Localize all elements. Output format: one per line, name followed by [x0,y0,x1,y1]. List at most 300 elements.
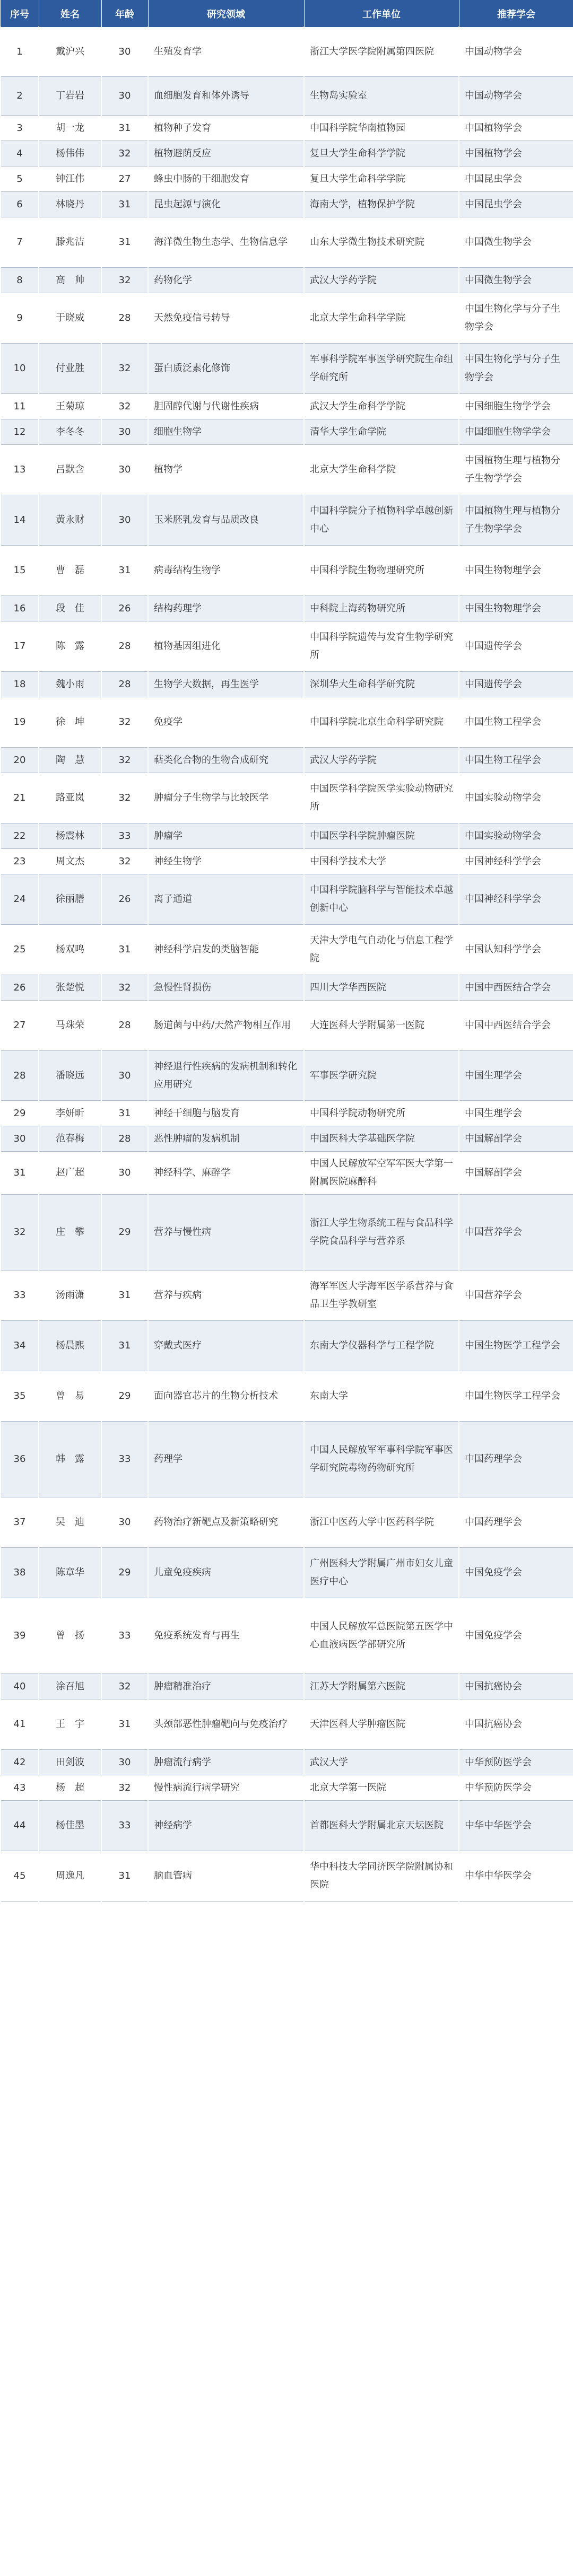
cell-society: 中国生物工程学会 [459,748,573,773]
cell-age: 28 [101,621,148,672]
cell-society: 中国生物化学与分子生物学会 [459,344,573,394]
cell-society: 中国免疫学会 [459,1548,573,1598]
table-row [1,1001,573,1051]
cell-field: 萜类化合物的生物合成研究 [148,748,304,773]
cell-field: 肿瘤流行病学 [148,1750,304,1775]
table-row [1,1321,573,1371]
cell-field: 神经干细胞与脑发育 [148,1101,304,1126]
cell-no: 37 [1,1497,39,1548]
cell-name: 曹 磊 [39,546,101,596]
cell-unit: 天津大学电气自动化与信息工程学院 [304,925,459,975]
cell-no: 39 [1,1598,39,1674]
cell-no: 21 [1,773,39,823]
cell-unit: 中科院上海药物研究所 [304,596,459,621]
cell-no: 36 [1,1422,39,1497]
table-row [1,217,573,268]
cell-field: 脑血管病 [148,1851,304,1902]
cell-field: 神经生物学 [148,849,304,874]
cell-field: 神经科学启发的类脑智能 [148,925,304,975]
cell-name: 路亚岚 [39,773,101,823]
cell-age: 29 [101,1548,148,1598]
cell-age: 28 [101,293,148,344]
cell-name: 戴沪兴 [39,27,101,77]
cell-no: 13 [1,445,39,495]
cell-society: 中国神经科学学会 [459,874,573,925]
cell-name: 陈章华 [39,1548,101,1598]
table-row [1,1801,573,1851]
cell-no: 31 [1,1152,39,1195]
table-row [1,1775,573,1801]
cell-field: 头颈部恶性肿瘤靶向与免疫治疗 [148,1699,304,1750]
cell-field: 海洋微生物生态学、生物信息学 [148,217,304,268]
cell-society: 中国中西医结合学会 [459,975,573,1001]
table-row [1,77,573,116]
cell-no: 24 [1,874,39,925]
cell-age: 26 [101,874,148,925]
cell-society: 中国抗癌协会 [459,1674,573,1699]
cell-name: 丁岩岩 [39,77,101,116]
cell-age: 30 [101,1497,148,1548]
table-row [1,344,573,394]
cell-field: 肿瘤分子生物学与比较医学 [148,773,304,823]
table-row [1,1598,573,1674]
cell-society: 中华中华医学会 [459,1801,573,1851]
cell-name: 汤雨潇 [39,1271,101,1321]
cell-unit: 武汉大学药学院 [304,748,459,773]
cell-age: 32 [101,344,148,394]
cell-age: 33 [101,823,148,849]
table-header [1,1,573,27]
cell-name: 马珠荣 [39,1001,101,1051]
table-row [1,748,573,773]
cell-no: 42 [1,1750,39,1775]
cell-unit: 中国医科大学基础医学院 [304,1126,459,1152]
cell-society: 中国中西医结合学会 [459,1001,573,1051]
cell-society: 中华预防医学会 [459,1750,573,1775]
cell-age: 33 [101,1598,148,1674]
cell-age: 33 [101,1422,148,1497]
cell-name: 杨 超 [39,1775,101,1801]
cell-age: 32 [101,697,148,748]
cell-name: 杨震林 [39,823,101,849]
cell-no: 40 [1,1674,39,1699]
cell-field: 细胞生物学 [148,419,304,445]
table-row [1,1126,573,1152]
table-row [1,141,573,167]
cell-name: 张楚悦 [39,975,101,1001]
cell-no: 28 [1,1051,39,1101]
cell-unit: 中国科学院华南植物园 [304,116,459,141]
cell-name: 曾 易 [39,1371,101,1422]
cell-no: 17 [1,621,39,672]
cell-unit: 中国科学院遗传与发育生物学研究所 [304,621,459,672]
cell-no: 29 [1,1101,39,1126]
cell-field: 玉米胚乳发育与品质改良 [148,495,304,546]
cell-society: 中国神经科学学会 [459,849,573,874]
cell-no: 23 [1,849,39,874]
cell-age: 28 [101,672,148,697]
header-age: 年龄 [101,1,148,27]
cell-age: 30 [101,1051,148,1101]
table-row [1,1422,573,1497]
cell-unit: 军事医学研究院 [304,1051,459,1101]
cell-unit: 四川大学华西医院 [304,975,459,1001]
table-row [1,1851,573,1902]
cell-age: 30 [101,445,148,495]
cell-unit: 中国科学技术大学 [304,849,459,874]
cell-field: 药理学 [148,1422,304,1497]
cell-name: 杨佳墨 [39,1801,101,1851]
cell-no: 6 [1,192,39,217]
cell-age: 31 [101,925,148,975]
cell-society: 中国昆虫学会 [459,167,573,192]
cell-no: 2 [1,77,39,116]
cell-society: 中国生物工程学会 [459,697,573,748]
cell-unit: 中国人民解放军空军军医大学第一附属医院麻醉科 [304,1152,459,1195]
cell-society: 中国动物学会 [459,77,573,116]
table-row [1,167,573,192]
cell-age: 30 [101,1750,148,1775]
cell-no: 38 [1,1548,39,1598]
cell-name: 田剑波 [39,1750,101,1775]
cell-society: 中国遗传学会 [459,672,573,697]
cell-no: 14 [1,495,39,546]
cell-unit: 浙江大学生物系统工程与食品科学学院食品科学与营养系 [304,1195,459,1271]
table-row [1,192,573,217]
cell-field: 营养与慢性病 [148,1195,304,1271]
header-row [1,1,573,27]
table-row [1,925,573,975]
cell-age: 32 [101,141,148,167]
cell-unit: 中国人民解放军军事科学院军事医学研究院毒物药物研究所 [304,1422,459,1497]
cell-age: 30 [101,27,148,77]
cell-age: 31 [101,1851,148,1902]
cell-unit: 山东大学微生物技术研究院 [304,217,459,268]
cell-society: 中国抗癌协会 [459,1699,573,1750]
cell-society: 中华预防医学会 [459,1775,573,1801]
cell-name: 陶 慧 [39,748,101,773]
cell-name: 庄 攀 [39,1195,101,1271]
cell-unit: 深圳华大生命科学研究院 [304,672,459,697]
cell-society: 中国植物学会 [459,141,573,167]
header-no: 序号 [1,1,39,27]
cell-age: 32 [101,1674,148,1699]
cell-age: 31 [101,116,148,141]
cell-field: 植物基因组进化 [148,621,304,672]
cell-field: 蛋白质泛素化修饰 [148,344,304,394]
cell-name: 钟江伟 [39,167,101,192]
cell-no: 45 [1,1851,39,1902]
cell-unit: 中国科学院分子植物科学卓越创新中心 [304,495,459,546]
cell-society: 中国昆虫学会 [459,192,573,217]
table-row [1,1750,573,1775]
table-row [1,621,573,672]
table-row [1,596,573,621]
cell-age: 33 [101,1801,148,1851]
table-row [1,823,573,849]
cell-field: 植物学 [148,445,304,495]
cell-age: 30 [101,495,148,546]
cell-society: 中国实验动物学会 [459,823,573,849]
cell-field: 植物种子发育 [148,116,304,141]
cell-field: 神经科学、麻醉学 [148,1152,304,1195]
cell-age: 32 [101,394,148,419]
cell-field: 药物治疗新靶点及新策略研究 [148,1497,304,1548]
cell-name: 周逸凡 [39,1851,101,1902]
cell-society: 中国生物医学工程学会 [459,1371,573,1422]
table-row [1,1699,573,1750]
cell-society: 中国植物学会 [459,116,573,141]
cell-unit: 复旦大学生命科学学院 [304,141,459,167]
cell-no: 43 [1,1775,39,1801]
cell-name: 王 宇 [39,1699,101,1750]
table-row [1,697,573,748]
table-row [1,1152,573,1195]
cell-age: 31 [101,1271,148,1321]
cell-age: 30 [101,1152,148,1195]
cell-unit: 中国科学院生物物理研究所 [304,546,459,596]
cell-society: 中国生物医学工程学会 [459,1321,573,1371]
table-row [1,1195,573,1271]
cell-field: 恶性肿瘤的发病机制 [148,1126,304,1152]
cell-age: 31 [101,217,148,268]
cell-unit: 天津医科大学肿瘤医院 [304,1699,459,1750]
cell-field: 蜂虫中肠的干细胞发育 [148,167,304,192]
cell-unit: 首都医科大学附属北京天坛医院 [304,1801,459,1851]
cell-no: 33 [1,1271,39,1321]
cell-unit: 东南大学仪器科学与工程学院 [304,1321,459,1371]
cell-society: 中华中华医学会 [459,1851,573,1902]
cell-name: 潘晓远 [39,1051,101,1101]
cell-no: 25 [1,925,39,975]
cell-field: 植物避荫反应 [148,141,304,167]
cell-unit: 武汉大学 [304,1750,459,1775]
cell-field: 面向器官芯片的生物分析技术 [148,1371,304,1422]
table-row [1,975,573,1001]
cell-society: 中国动物学会 [459,27,573,77]
cell-field: 药物化学 [148,268,304,293]
cell-society: 中国微生物学会 [459,217,573,268]
table-row [1,874,573,925]
cell-unit: 中国科学院脑科学与智能技术卓越创新中心 [304,874,459,925]
table-row [1,1674,573,1699]
table-body [1,27,573,1902]
cell-name: 赵广超 [39,1152,101,1195]
cell-no: 26 [1,975,39,1001]
cell-name: 胡一龙 [39,116,101,141]
table-row [1,1051,573,1101]
table-row [1,268,573,293]
cell-name: 李冬冬 [39,419,101,445]
table-row [1,419,573,445]
cell-field: 昆虫起源与演化 [148,192,304,217]
cell-age: 30 [101,77,148,116]
cell-no: 1 [1,27,39,77]
header-field: 研究领域 [148,1,304,27]
cell-age: 31 [101,1101,148,1126]
cell-name: 李妍昕 [39,1101,101,1126]
cell-society: 中国生物物理学会 [459,546,573,596]
cell-field: 儿童免疫疾病 [148,1548,304,1598]
header-name: 姓名 [39,1,101,27]
cell-age: 26 [101,596,148,621]
cell-field: 穿戴式医疗 [148,1321,304,1371]
cell-no: 8 [1,268,39,293]
cell-name: 范春梅 [39,1126,101,1152]
cell-age: 31 [101,1699,148,1750]
cell-society: 中国遗传学会 [459,621,573,672]
cell-name: 曾 扬 [39,1598,101,1674]
cell-unit: 北京大学生命科学学院 [304,293,459,344]
cell-no: 20 [1,748,39,773]
table-row [1,116,573,141]
cell-name: 徐 坤 [39,697,101,748]
cell-society: 中国药理学会 [459,1497,573,1548]
cell-society: 中国实验动物学会 [459,773,573,823]
cell-unit: 中国医学科学院医学实验动物研究所 [304,773,459,823]
table-row [1,27,573,77]
cell-no: 18 [1,672,39,697]
cell-society: 中国免疫学会 [459,1598,573,1674]
cell-society: 中国解剖学会 [459,1152,573,1195]
table-row [1,1271,573,1321]
cell-age: 32 [101,773,148,823]
cell-unit: 北京大学生命科学院 [304,445,459,495]
cell-field: 离子通道 [148,874,304,925]
cell-name: 付业胜 [39,344,101,394]
cell-society: 中国认知科学学会 [459,925,573,975]
cell-unit: 大连医科大学附属第一医院 [304,1001,459,1051]
cell-unit: 浙江大学医学院附属第四医院 [304,27,459,77]
cell-no: 12 [1,419,39,445]
cell-age: 27 [101,167,148,192]
cell-name: 高 帅 [39,268,101,293]
cell-no: 44 [1,1801,39,1851]
cell-field: 肿瘤学 [148,823,304,849]
cell-unit: 武汉大学药学院 [304,268,459,293]
cell-no: 7 [1,217,39,268]
cell-society: 中国细胞生物学学会 [459,419,573,445]
cell-society: 中国营养学会 [459,1195,573,1271]
cell-field: 病毒结构生物学 [148,546,304,596]
cell-age: 32 [101,975,148,1001]
cell-unit: 中国医学科学院肿瘤医院 [304,823,459,849]
cell-no: 11 [1,394,39,419]
cell-name: 涂召旭 [39,1674,101,1699]
cell-no: 15 [1,546,39,596]
table-row [1,1371,573,1422]
cell-name: 徐丽膳 [39,874,101,925]
header-unit: 工作单位 [304,1,459,27]
header-society: 推荐学会 [459,1,573,27]
cell-unit: 清华大学生命学院 [304,419,459,445]
cell-age: 29 [101,1371,148,1422]
cell-no: 35 [1,1371,39,1422]
cell-field: 营养与疾病 [148,1271,304,1321]
cell-field: 急慢性肾损伤 [148,975,304,1001]
table-row [1,394,573,419]
cell-age: 32 [101,748,148,773]
cell-society: 中国微生物学会 [459,268,573,293]
cell-age: 32 [101,849,148,874]
cell-name: 吴 迪 [39,1497,101,1548]
cell-no: 32 [1,1195,39,1271]
cell-name: 于晓威 [39,293,101,344]
cell-society: 中国生物物理学会 [459,596,573,621]
table-row [1,1548,573,1598]
table-row [1,293,573,344]
cell-field: 神经退行性疾病的发病机制和转化应用研究 [148,1051,304,1101]
cell-no: 16 [1,596,39,621]
cell-name: 杨晨熙 [39,1321,101,1371]
cell-field: 慢性病流行病学研究 [148,1775,304,1801]
cell-unit: 华中科技大学同济医学院附属协和医院 [304,1851,459,1902]
cell-no: 27 [1,1001,39,1051]
cell-unit: 浙江中医药大学中医药科学院 [304,1497,459,1548]
cell-name: 吕默含 [39,445,101,495]
cell-name: 杨伟伟 [39,141,101,167]
cell-no: 34 [1,1321,39,1371]
cell-society: 中国生物化学与分子生物学会 [459,293,573,344]
cell-no: 9 [1,293,39,344]
cell-unit: 中国科学院北京生命科学研究院 [304,697,459,748]
cell-field: 生物学大数据，再生医学 [148,672,304,697]
cell-unit: 海军军医大学海军医学系营养与食品卫生学教研室 [304,1271,459,1321]
cell-unit: 江苏大学附属第六医院 [304,1674,459,1699]
cell-field: 结构药理学 [148,596,304,621]
cell-society: 中国植物生理与植物分子生物学学会 [459,495,573,546]
table-row [1,1497,573,1548]
cell-field: 神经病学 [148,1801,304,1851]
cell-no: 3 [1,116,39,141]
cell-no: 5 [1,167,39,192]
cell-society: 中国生理学会 [459,1101,573,1126]
cell-unit: 东南大学 [304,1371,459,1422]
cell-society: 中国营养学会 [459,1271,573,1321]
cell-unit: 武汉大学生命科学学院 [304,394,459,419]
cell-field: 胆固醇代谢与代谢性疾病 [148,394,304,419]
table-row [1,546,573,596]
table-row [1,1101,573,1126]
cell-no: 22 [1,823,39,849]
cell-age: 32 [101,1775,148,1801]
table-row [1,495,573,546]
cell-name: 段 佳 [39,596,101,621]
cell-name: 周文杰 [39,849,101,874]
cell-name: 韩 露 [39,1422,101,1497]
cell-name: 陈 露 [39,621,101,672]
cell-field: 肿瘤精准治疗 [148,1674,304,1699]
cell-age: 28 [101,1126,148,1152]
cell-field: 免疫学 [148,697,304,748]
cell-age: 30 [101,419,148,445]
cell-no: 30 [1,1126,39,1152]
cell-society: 中国生理学会 [459,1051,573,1101]
cell-unit: 海南大学，植物保护学院 [304,192,459,217]
cell-unit: 北京大学第一医院 [304,1775,459,1801]
cell-field: 天然免疫信号转导 [148,293,304,344]
cell-age: 28 [101,1001,148,1051]
table-row [1,849,573,874]
table-row [1,773,573,823]
cell-no: 41 [1,1699,39,1750]
cell-unit: 中国人民解放军总医院第五医学中心血液病医学部研究所 [304,1598,459,1674]
cell-age: 31 [101,546,148,596]
cell-name: 滕兆洁 [39,217,101,268]
cell-unit: 生物岛实验室 [304,77,459,116]
table-row [1,445,573,495]
cell-society: 中国解剖学会 [459,1126,573,1152]
